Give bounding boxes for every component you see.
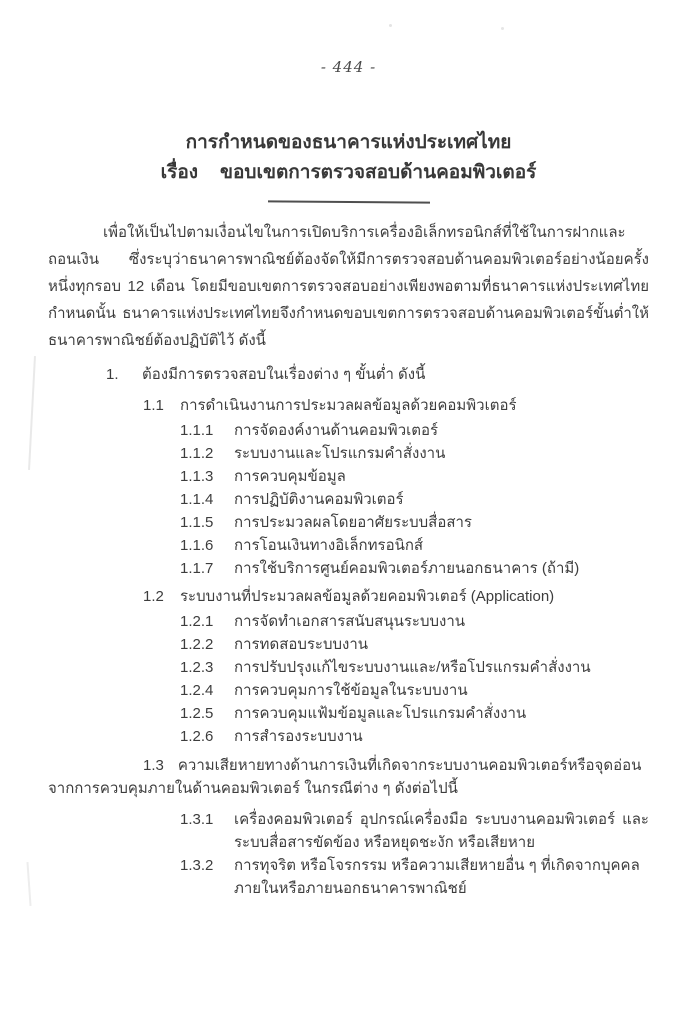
title-subject: ขอบเขตการตรวจสอบด้านคอมพิวเตอร์ bbox=[220, 162, 537, 183]
item-text: ระบบงานและโปรแกรมคำสั่งงาน bbox=[234, 445, 446, 462]
title-divider-rule bbox=[267, 200, 429, 203]
intro-paragraph: เพื่อให้เป็นไปตามเงื่อนไขในการเปิดบริการเครื่องอิเล็กทรอนิกส์ที่ใช้ในการฝากและถอนเงิน ซึ่งระบุว่าธนาคารพาณิชย์ต้องจัดให้มีการตรวจสอบด้านคอมพิวเตอร์อย่างน้อยครั้งหนึ่งทุกรอบ 12 เดือน โดยมีขอบเขตการตรวจสอบอย่างเพียงพอตามที่ธนาคารแห่งประเทศไทยกำหนดนั้น ธนาคารแห่งประเทศไทยจึงกำหนดขอบเขตการตรวจสอบด้านคอมพิวเตอร์ขั้นต่ำให้ธนาคารพาณิชย์ต้องปฏิบัติไว้ ดังนี้ bbox=[48, 224, 649, 349]
item-text: การใช้บริการศูนย์คอมพิวเตอร์ภายนอกธนาคาร (ถ้ามี) bbox=[234, 560, 580, 577]
item-number: 1.3.2 bbox=[180, 857, 214, 874]
item-text: การประมวลผลโดยอาศัยระบบสื่อสาร bbox=[234, 514, 472, 531]
list-item-1-2-5 bbox=[180, 702, 649, 725]
list-item-1 bbox=[106, 361, 649, 388]
list-item-1-2 bbox=[143, 584, 649, 610]
list-item-1-1-5 bbox=[180, 511, 649, 534]
list-item-1-1-3 bbox=[180, 465, 649, 488]
list-item-1-3-2 bbox=[180, 854, 649, 900]
item-number: 1.1 bbox=[143, 397, 164, 414]
item-number: 1.2.1 bbox=[180, 613, 214, 630]
item-number: 1.1.7 bbox=[180, 560, 214, 577]
item-number: 1.1.1 bbox=[180, 422, 214, 439]
title-subject-prefix: เรื่อง bbox=[160, 162, 199, 183]
item-number: 1.1.3 bbox=[180, 468, 214, 485]
list-item-1-1-7 bbox=[180, 557, 649, 580]
page-number: - 444 - bbox=[320, 58, 377, 76]
document-title bbox=[48, 128, 649, 203]
item-text: การจัดทำเอกสารสนับสนุนระบบงาน bbox=[234, 613, 466, 630]
audit-scope-list bbox=[48, 361, 649, 900]
item-text: การควบคุมข้อมูล bbox=[234, 468, 346, 485]
list-item-1-1-1 bbox=[180, 419, 649, 442]
item-text: ระบบงานที่ประมวลผลข้อมูลด้วยคอมพิวเตอร์ (Application) bbox=[180, 588, 555, 605]
item-number: 1.2.6 bbox=[180, 728, 214, 745]
item-text: การปฏิบัติงานคอมพิวเตอร์ bbox=[234, 491, 404, 508]
item-text: การสำรองระบบงาน bbox=[234, 728, 363, 745]
item-text: การควบคุมแฟ้มข้อมูลและโปรแกรมคำสั่งงาน bbox=[234, 705, 527, 722]
scan-artifact-left-lower bbox=[26, 862, 31, 906]
item-text: การโอนเงินทางอิเล็กทรอนิกส์ bbox=[234, 537, 424, 554]
list-item-1-1-6 bbox=[180, 534, 649, 557]
scan-artifact-left-upper bbox=[28, 356, 36, 470]
scan-artifact-speck bbox=[501, 27, 504, 30]
item-text: การดำเนินงานการประมวลผลข้อมูลด้วยคอมพิวเตอร์ bbox=[180, 397, 517, 414]
list-item-1-1-2 bbox=[180, 442, 649, 465]
item-number: 1.2.4 bbox=[180, 682, 214, 699]
item-number: 1.1.6 bbox=[180, 537, 214, 554]
item-text: การทดสอบระบบงาน bbox=[234, 636, 369, 653]
item-number: 1. bbox=[106, 366, 119, 383]
list-item-1-3-1 bbox=[180, 808, 649, 854]
title-line-1: การกำหนดของธนาคารแห่งประเทศไทย bbox=[185, 132, 512, 153]
item-text: การทุจริต หรือโจรกรรม หรือความเสียหายอื่น ๆ ที่เกิดจากบุคคลภายในหรือภายนอกธนาคารพาณิชย์ bbox=[234, 857, 640, 897]
list-item-1-2-6 bbox=[180, 725, 649, 748]
item-text: การควบคุมการใช้ข้อมูลในระบบงาน bbox=[234, 682, 468, 699]
list-item-1-2-2 bbox=[180, 633, 649, 656]
scan-artifact-speck bbox=[389, 24, 392, 27]
item-number: 1.1.2 bbox=[180, 445, 214, 462]
list-item-1-1 bbox=[143, 393, 649, 419]
list-item-1-2-1 bbox=[180, 610, 649, 633]
item-number: 1.1.4 bbox=[180, 491, 214, 508]
item-number: 1.3.1 bbox=[180, 811, 214, 828]
item-number: 1.2 bbox=[143, 588, 164, 605]
item-text: การปรับปรุงแก้ไขระบบงานและ/หรือโปรแกรมคำสั่งงาน bbox=[234, 659, 591, 676]
item-number: 1.1.5 bbox=[180, 514, 214, 531]
item-text: ความเสียหายทางด้านการเงินที่เกิดจากระบบงานคอมพิวเตอร์หรือจุดอ่อนจากการควบคุมภายในด้านคอมพิวเตอร์ ในกรณีต่าง ๆ ดังต่อไปนี้ bbox=[48, 757, 642, 797]
list-item-1-2-3 bbox=[180, 656, 649, 679]
list-item-1-2-4 bbox=[180, 679, 649, 702]
list-item-1-3 bbox=[48, 754, 649, 800]
item-number: 1.2.2 bbox=[180, 636, 214, 653]
item-text: เครื่องคอมพิวเตอร์ อุปกรณ์เครื่องมือ ระบบงานคอมพิวเตอร์ และระบบสื่อสารขัดข้อง หรือหยุดชะงัก หรือเสียหาย bbox=[234, 811, 649, 851]
item-text: การจัดองค์งานด้านคอมพิวเตอร์ bbox=[234, 422, 439, 439]
list-item-1-1-4 bbox=[180, 488, 649, 511]
item-number: 1.2.5 bbox=[180, 705, 214, 722]
item-text: ต้องมีการตรวจสอบในเรื่องต่าง ๆ ขั้นต่ำ ดังนี้ bbox=[142, 366, 426, 383]
item-number: 1.2.3 bbox=[180, 659, 214, 676]
title-line-2 bbox=[48, 158, 649, 188]
item-number: 1.3 bbox=[143, 757, 164, 774]
